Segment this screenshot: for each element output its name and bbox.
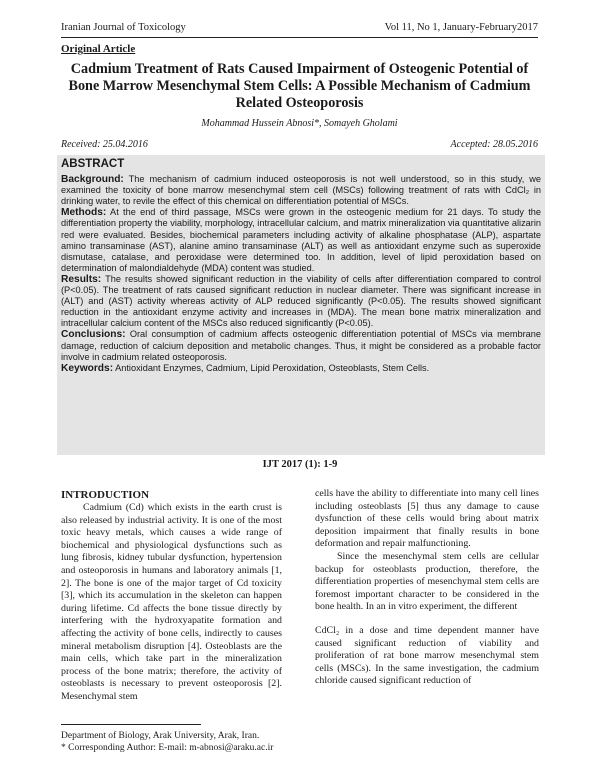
running-header <box>61 22 538 36</box>
volume-info: Vol 11, No 1, January-February2017 <box>384 22 538 33</box>
keywords-text: Antioxidant Enzymes, Cadmium, Lipid Peroxidation, Osteoblasts, Stem Cells. <box>113 362 430 373</box>
abstract-conclusions <box>61 329 541 362</box>
footnote-rule <box>61 724 201 725</box>
body-column-left <box>61 488 282 704</box>
methods-label: Methods: <box>61 207 107 219</box>
article-dates <box>61 139 538 153</box>
affiliation: Department of Biology, Arak University, Arak, Iran. <box>61 731 260 741</box>
results-label: Results: <box>61 273 102 285</box>
body-paragraph: CdCl₂ in a dose and time dependent manner have caused significant reduction of viability and proliferation of rat bone marrow mesenchymal stem cells (MSCs). In the same investigation, the cadmium chloride caused significant reduction of <box>315 624 539 687</box>
body-paragraph: cells have the ability to differentiate into many cell lines including osteoblasts [5] thus any damage to cause dysfunction of these cells would bring about matrix deposition impairment that finally results in bone deformation and repair malfunctioning. <box>315 488 539 550</box>
abstract-heading: ABSTRACT <box>61 158 125 170</box>
abstract-box <box>57 155 545 455</box>
body-paragraph: Since the mesenchymal stem cells are cellular backup for osteoblasts production, therefore, the differentiation properties of mesenchymal stem cells are foremost important character to be considered in the bone health. In an in vitro experiment, the different <box>315 550 539 613</box>
header-rule <box>61 37 538 38</box>
corresponding-author: * Corresponding Author: E-mail: m-abnosi@araku.ac.ir <box>61 743 274 754</box>
article-type: Original Article <box>61 43 136 55</box>
footnote <box>61 730 273 754</box>
article-title: Cadmium Treatment of Rats Caused Impairment of Osteogenic Potential of Bone Marrow Mesenchymal Stem Cells: A Possible Mechanism of Cadmium Related Osteoporosis <box>68 61 531 111</box>
conclusions-text: Oral consumption of cadmium affects osteogenic differentiation potential of MSCs via membrane damage, reduction of calcium deposition and metabolic changes. Thus, it might be considered as a probable factor involve in cadmium related osteoporosis. <box>61 329 541 362</box>
keywords-label: Keywords: <box>61 362 114 374</box>
background-label: Background: <box>61 174 124 186</box>
abstract-methods <box>61 207 541 274</box>
conclusions-label: Conclusions: <box>61 329 126 341</box>
abstract-background <box>61 174 541 207</box>
intro-heading: INTRODUCTION <box>61 489 150 501</box>
abstract-results <box>61 274 541 329</box>
results-text: The results showed significant reduction in the viability of cells after differentiation compared to control (P<0.05). The treatment of rats caused significant reduction in nuclear diameter. There was significant increase in (ALT) and (AST) activity whereas activity of ALP reduced significantly (P<0.05). The results showed significant reduction in the antioxidant enzyme activity and increases in (MDA). The mean bone matrix mineralization and intracellular calcium content of the MSCs also reduced significantly (P<0.05). <box>61 273 541 329</box>
journal-name: Iranian Journal of Toxicology <box>61 22 186 33</box>
abstract-keywords <box>61 363 541 374</box>
body-column-right <box>315 488 539 688</box>
background-text: The mechanism of cadmium induced osteoporosis is not well understood, so in this study, we examined the toxicity of bone marrow mesenchymal stem cell (MSCs) following treatment of rats with CdCl₂ in drinking water, to revile the effect of this chemical on differentiation potential of MSCs. <box>61 174 541 207</box>
body-paragraph: Cadmium (Cd) which exists in the earth crust is also released by industrial activity. It is one of the most toxic heavy metals, which causes a wide range of biochemical and physiological dysfunctions such as lung fibrosis, kidney tubular dysfunction, hypertension and osteoporosis in humans and laboratory animals [1, 2]. The bone is one of the major target of Cd toxicity [3], which its accumulation in the skeleton can happen during lifetime. Cd affects the bone tissue directly by interfering with the hydroxyapatite formation and affecting the activity of bone cells, indirectly to causes mineral metabolism disruption [4]. Osteoblasts are the main cells, which take part in the mineralization process of the bone matrix; therefore, the activity of osteoblasts is necessary to prevent osteoporosis [2]. Mesenchymal stem <box>61 502 282 702</box>
received-date: Received: 25.04.2016 <box>61 139 148 150</box>
methods-text: At the end of third passage, MSCs were grown in the osteogenic medium for 21 days. To study the differentiation property the viability, morphology, intracellular calcium, and matrix mineralization via quantitative alizarin red were evaluated. Besides, biochemical parameters including activity of alkaline phosphatase (ALP), aspartate amino transaminase (AST), alanine amino transaminase (ALT) as well as antioxidant enzyme such as superoxide dismutase, catalase, and peroxidase were determined too. In addition, level of lipid peroxidation based on determination of malondialdehyde (MDA) content was studied. <box>61 207 541 273</box>
accepted-date: Accepted: 28.05.2016 <box>450 139 538 150</box>
citation: IJT 2017 (1): 1-9 <box>262 459 338 470</box>
authors: Mohammad Hussein Abnosi*, Somayeh Gholami <box>201 118 398 129</box>
